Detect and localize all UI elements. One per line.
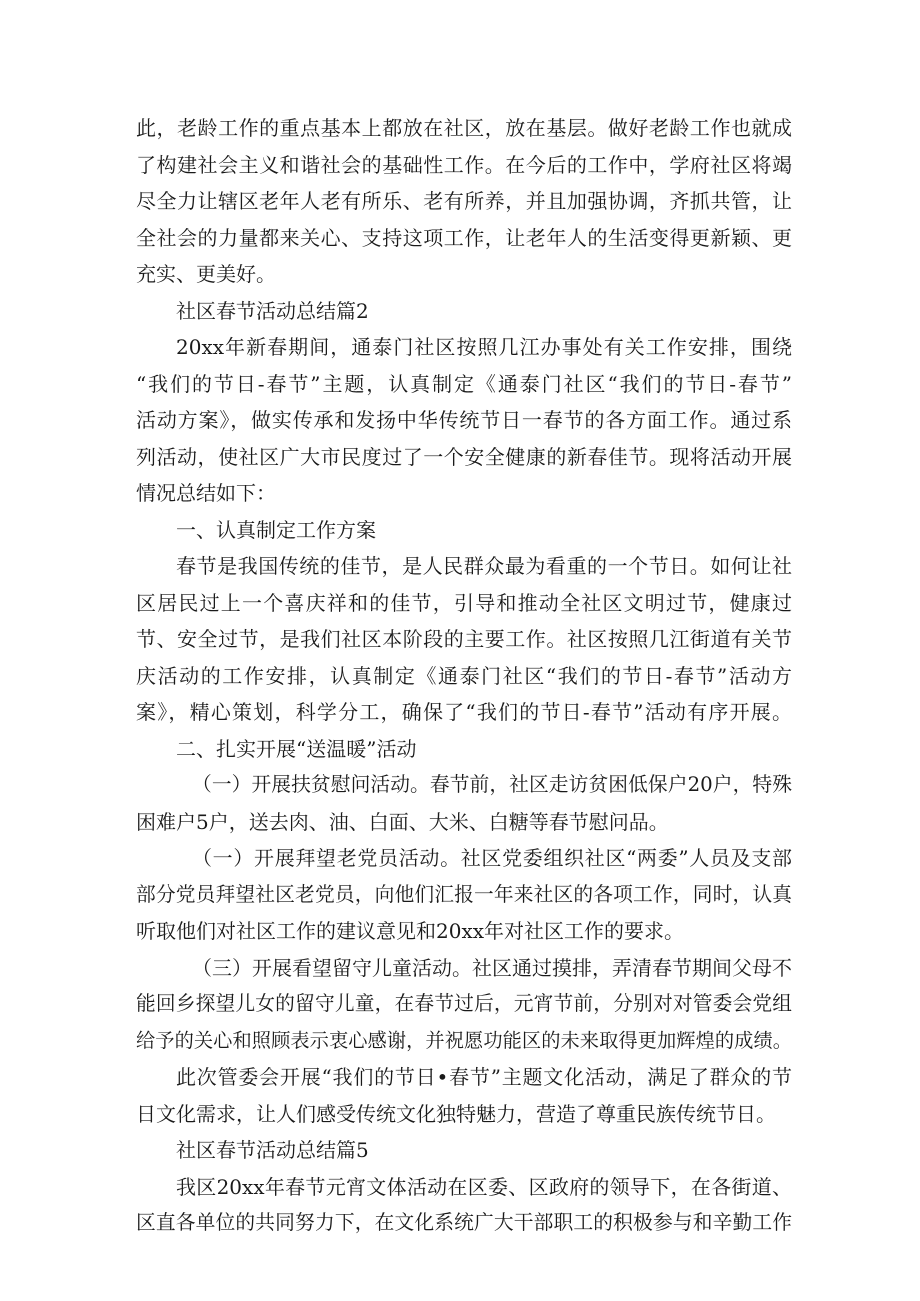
text-line: 我区20xx年春节元宵文体活动在区委、区政府的领导下，在各街道、 [176, 1174, 792, 1199]
text-line: 能回乡探望儿女的留守儿童，在春节过后，元宵节前，分别对对管委会党组 [136, 992, 792, 1015]
text-line: 困难户5户，送去肉、油、白面、大米、白糖等春节慰问品。 [136, 809, 669, 834]
text-line: 此次管委会开展“我们的节日•春节”主题文化活动，满足了群众的节 [176, 1065, 792, 1089]
text-line: 此，老龄工作的重点基本上都放在社区，放在基层。做好老龄工作也就成 [136, 116, 792, 140]
subsection-heading: 二、扎实开展“送温暖”活动 [176, 736, 417, 761]
text-line: 案》，精心策划，科学分工，确保了“我们的节日-春节”活动有序开展。 [136, 700, 792, 724]
text-line: 充实、更美好。 [136, 262, 276, 286]
document-page [136, 110, 792, 1242]
text-line: 给予的关心和照顾表示衷心感谢，并祝愿功能区的未来取得更加辉煌的成绩。 [136, 1028, 792, 1052]
section-heading: 社区春节活动总结篇5 [176, 1138, 369, 1162]
subsection-heading: 一、认真制定工作方案 [176, 517, 376, 542]
text-line: 情况总结如下： [136, 481, 276, 505]
text-line: 区居民过上一个喜庆祥和的佳节，引导和推动全社区文明过节，健康过 [136, 590, 792, 615]
text-line: （三）开展看望留守儿童活动。社区通过摸排，弄清春节期间父母不 [192, 955, 792, 980]
text-line: 活动方案》，做实传承和发扬中华传统节日一春节的各方面工作。通过系 [136, 408, 792, 432]
text-line: （一）开展扶贫慰问活动。春节前，社区走访贫困低保户20户，特殊 [192, 773, 792, 796]
text-line: 日文化需求，让人们感受传统文化独特魅力，营造了尊重民族传统节日。 [136, 1101, 776, 1126]
text-line: 部分党员拜望社区老党员，向他们汇报一年来社区的各项工作，同时，认真 [136, 882, 792, 906]
text-line: 节、安全过节，是我们社区本阶段的主要工作。社区按照几江街道有关节 [136, 627, 792, 651]
text-line: 全社会的力量都来关心、支持这项工作，让老年人的生活变得更新颖、更 [136, 225, 792, 250]
text-line: 听取他们对社区工作的建议意见和20xx年对社区工作的要求。 [136, 919, 685, 943]
text-line: “我们的节日-春节”主题，认真制定《通泰门社区“我们的节日-春节” [136, 371, 792, 396]
text-line: 春节是我国传统的佳节，是人民群众最为看重的一个节日。如何让社 [176, 554, 792, 578]
text-line: 列活动，使社区广大市民度过了一个安全健康的新春佳节。现将活动开展 [136, 444, 792, 469]
section-heading: 社区春节活动总结篇2 [176, 298, 369, 323]
text-line: 庆活动的工作安排，认真制定《通泰门社区“我们的节日-春节”活动方 [136, 663, 792, 688]
text-line: 了构建社会主义和谐社会的基础性工作。在今后的工作中，学府社区将竭 [136, 152, 792, 177]
text-line: 20xx年新春期间，通泰门社区按照几江办事处有关工作安排，围绕 [176, 335, 792, 359]
text-line: 尽全力让辖区老年人老有所乐、老有所养，并且加强协调，齐抓共管，让 [136, 189, 792, 213]
text-line: 区直各单位的共同努力下，在文化系统广大干部职工的积极参与和辛勤工作 [136, 1211, 792, 1234]
text-line: （一）开展拜望老党员活动。社区党委组织社区“两委”人员及支部 [192, 846, 792, 870]
